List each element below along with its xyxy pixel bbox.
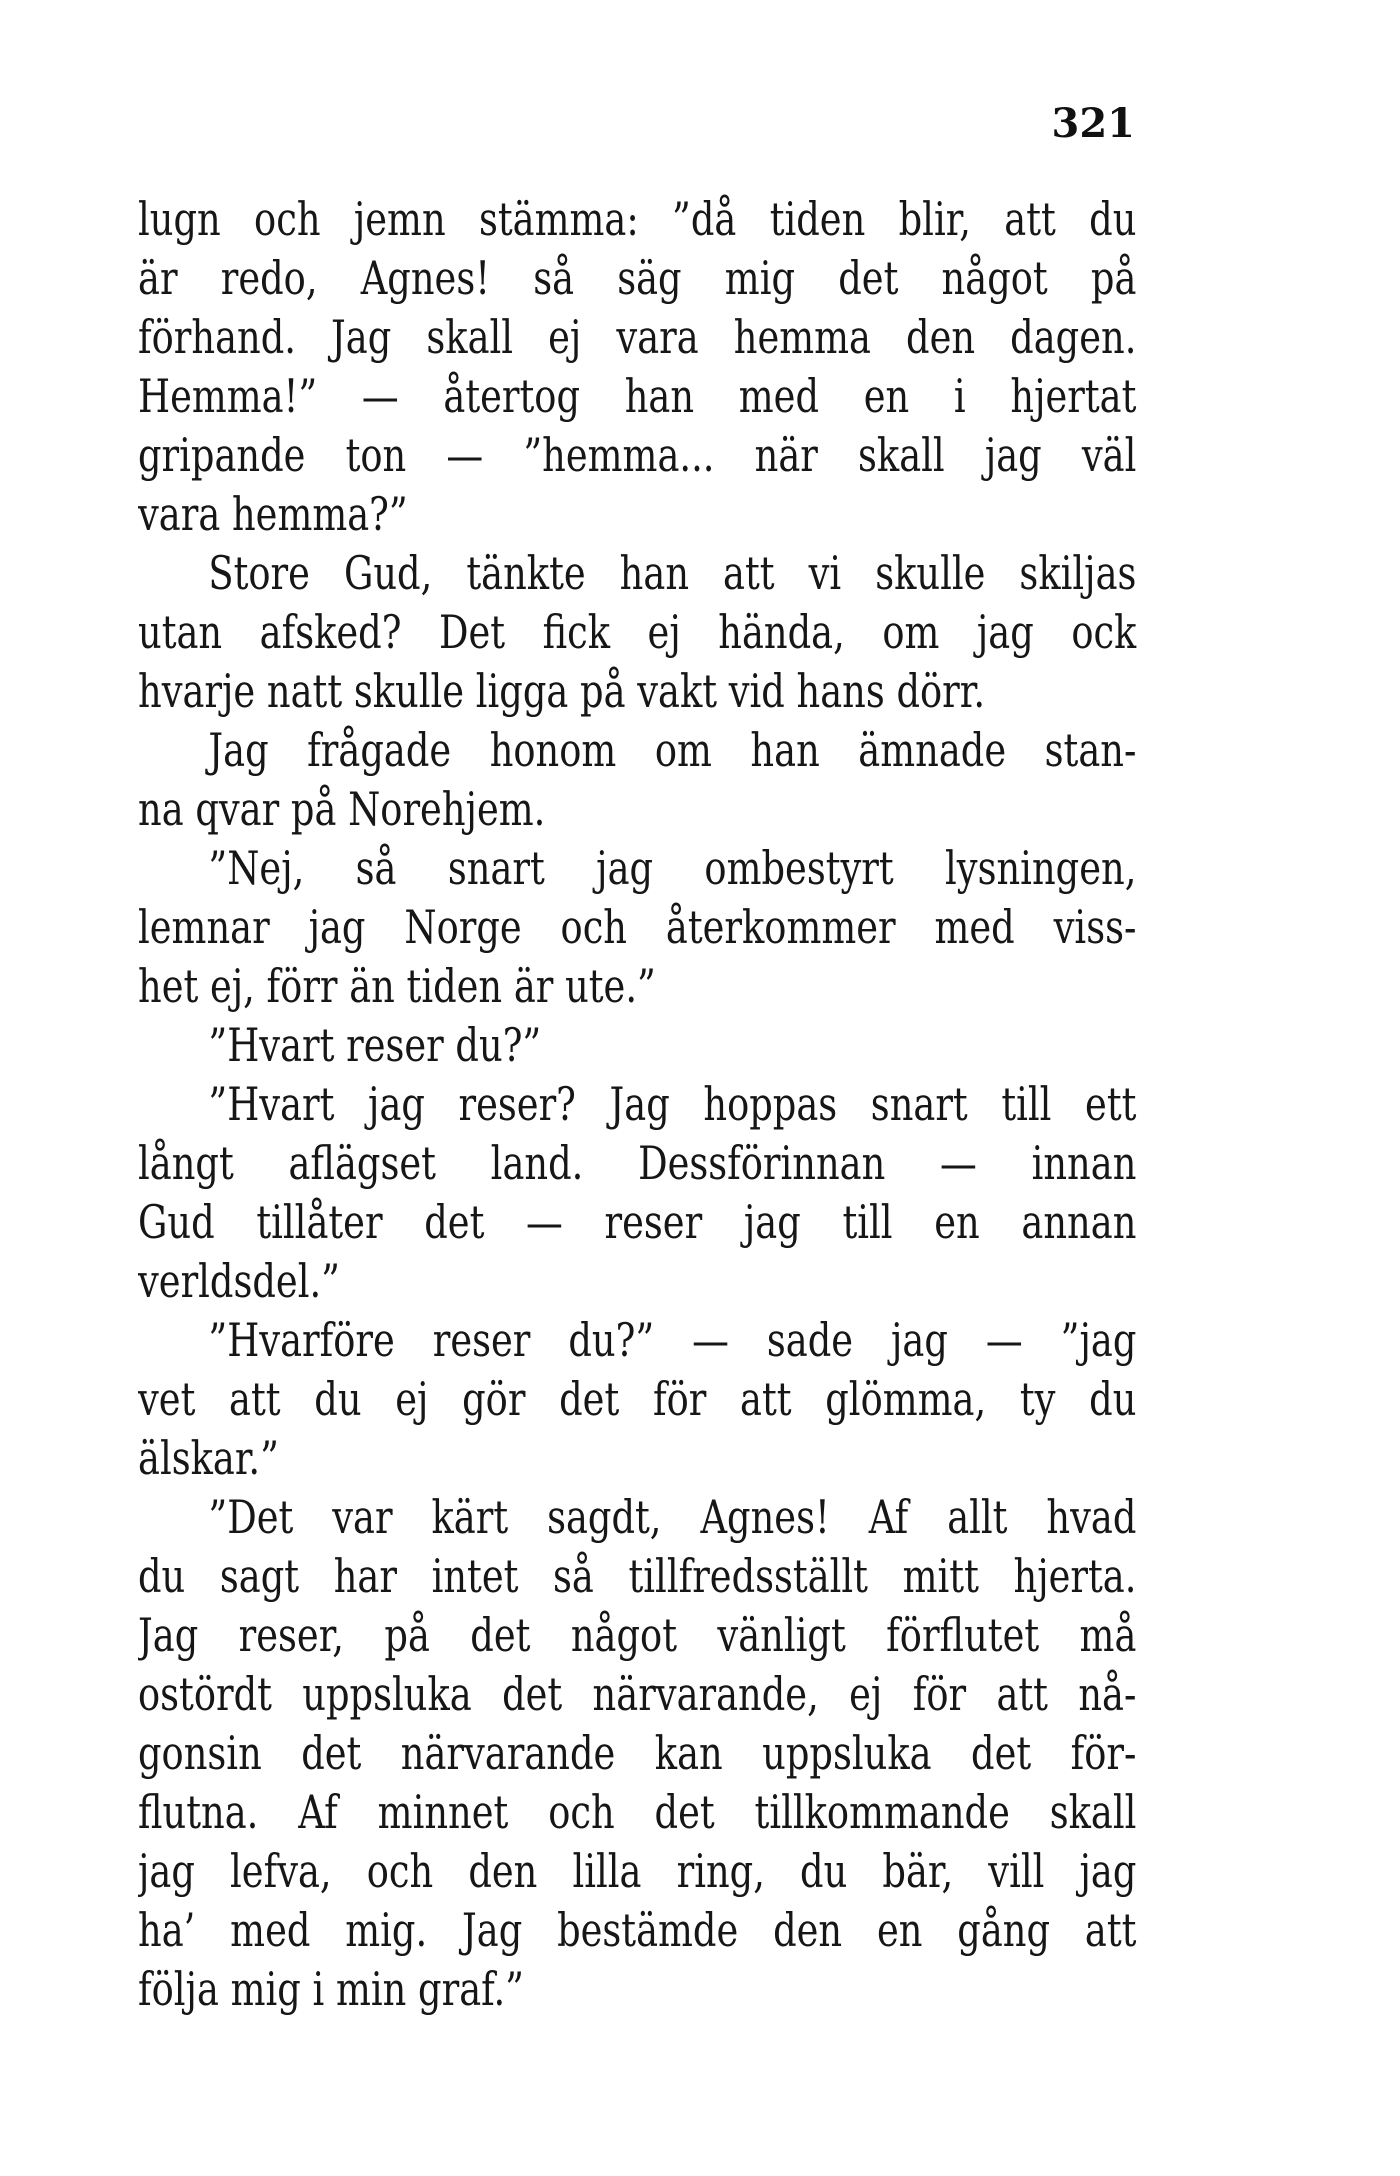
text-line: ”Det var kärt sagdt, Agnes! Af allt hvad — [208, 1490, 1137, 1544]
text-line: lugn och jemn stämma: ”då tiden blir, att du — [138, 192, 1137, 246]
text-line: utan afsked? Det fick ej hända, om jag ock — [138, 605, 1137, 659]
text-line: flutna. Af minnet och det tillkommande skall — [138, 1785, 1137, 1839]
text-line: Gud tillåter det — reser jag till en annan — [138, 1195, 1137, 1249]
text-line: älskar.” — [138, 1431, 279, 1485]
text-line: Jag frågade honom om han ämnade stan- — [208, 723, 1137, 777]
text-line: ”Hvart reser du?” — [208, 1018, 542, 1072]
text-line: ”Nej, så snart jag ombestyrt lysningen, — [208, 841, 1137, 895]
text-line: ”Hvart jag reser? Jag hoppas snart till ett — [208, 1077, 1137, 1131]
text-line: verldsdel.” — [138, 1254, 340, 1308]
text-line: Hemma!” — återtog han med en i hjertat — [138, 369, 1137, 423]
body-text — [138, 190, 1137, 2019]
text-line: långt aflägset land. Dessförinnan — innan — [138, 1136, 1137, 1190]
text-line: Store Gud, tänkte han att vi skulle skiljas — [208, 546, 1137, 600]
text-line: jag lefva, och den lilla ring, du bär, vill jag — [138, 1844, 1137, 1898]
text-line: du sagt har intet så tillfredsställt mitt hjerta. — [138, 1549, 1137, 1603]
text-line: förhand. Jag skall ej vara hemma den dagen. — [138, 310, 1137, 364]
text-line: ”Hvarföre reser du?” — sade jag — ”jag — [208, 1313, 1137, 1367]
page-number: 321 — [1051, 100, 1135, 147]
text-line: följa mig i min graf.” — [138, 1962, 524, 2016]
text-line: gonsin det närvarande kan uppsluka det för- — [138, 1726, 1137, 1780]
text-line: vet att du ej gör det för att glömma, ty du — [138, 1372, 1137, 1426]
text-line: na qvar på Norehjem. — [138, 782, 546, 836]
text-line: ha’ med mig. Jag bestämde den en gång att — [138, 1903, 1137, 1957]
text-line: vara hemma?” — [138, 487, 408, 541]
text-line: ostördt uppsluka det närvarande, ej för att nå- — [138, 1667, 1137, 1721]
text-line: hvarje natt skulle ligga på vakt vid hans dörr. — [138, 664, 986, 718]
text-line: lemnar jag Norge och återkommer med viss- — [138, 900, 1137, 954]
text-line: är redo, Agnes! så säg mig det något på — [138, 251, 1137, 305]
text-line: het ej, förr än tiden är ute.” — [138, 959, 656, 1013]
text-line: gripande ton — ”hemma... när skall jag väl — [138, 428, 1137, 482]
text-line: Jag reser, på det något vänligt förflutet må — [138, 1608, 1137, 1662]
